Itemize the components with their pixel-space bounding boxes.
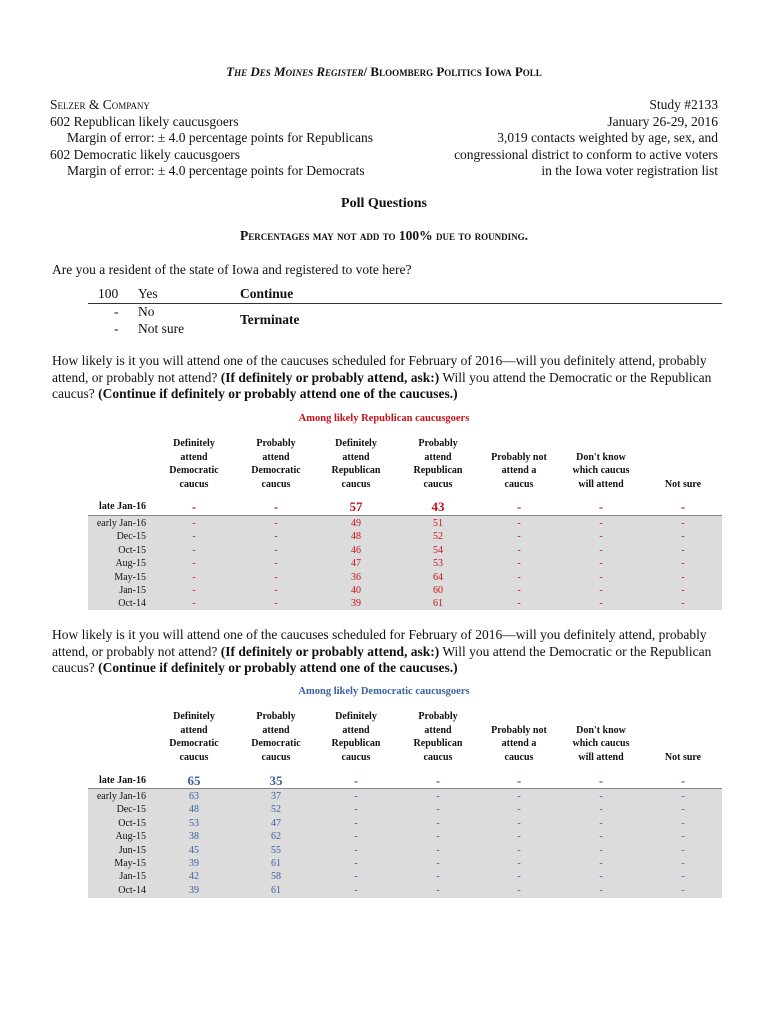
- table-cell: -: [599, 871, 603, 883]
- table-cell: -: [274, 585, 278, 596]
- header-right: [454, 97, 718, 180]
- table-cell: -: [681, 531, 685, 543]
- band-top-line: [88, 515, 722, 516]
- table-cell: -: [599, 558, 603, 570]
- table-cell: -: [436, 791, 440, 802]
- header-left: [50, 97, 373, 180]
- q2-bold-2: (Continue if definitely or probably attend one of the caucuses.): [98, 386, 458, 401]
- table-cell: -: [599, 884, 603, 896]
- column-header: Don't know which caucus will attend: [572, 451, 630, 490]
- table-cell: 35: [269, 773, 283, 788]
- table-cell: -: [354, 858, 358, 869]
- row-label: Jan-15: [119, 871, 146, 883]
- table-cell: 58: [271, 871, 281, 883]
- table-cell: -: [436, 804, 440, 816]
- row-label: late Jan-16: [99, 775, 146, 786]
- table-cell: -: [517, 804, 521, 816]
- table-cell: 48: [189, 804, 199, 816]
- table-cell: 42: [189, 871, 199, 883]
- table-cell: -: [436, 844, 440, 856]
- table-cell: -: [274, 531, 278, 543]
- table-cell: 60: [433, 585, 443, 596]
- table-cell: -: [681, 598, 685, 610]
- table-cell: 52: [433, 531, 443, 543]
- table-cell: -: [517, 871, 521, 883]
- column-header: Probably not attend a caucus: [491, 451, 547, 490]
- table-cell: -: [192, 518, 196, 529]
- table-cell: -: [192, 558, 196, 570]
- q2-bold-1: (If definitely or probably attend, ask:): [220, 369, 440, 385]
- rounding-note: Percentages may not add to 100% due to rounding.: [239, 228, 529, 243]
- table-cell: -: [681, 791, 685, 802]
- table-cell: -: [192, 598, 196, 610]
- dem-margin: Margin of error: ± 4.0 percentage points for Democrats: [67, 163, 365, 178]
- table-cell: -: [517, 544, 521, 556]
- option-no-label: No: [138, 304, 155, 319]
- column-header: Probably attend Republican caucus: [413, 438, 463, 490]
- table-cell: -: [517, 858, 521, 869]
- table-cell: -: [681, 858, 685, 869]
- table-cell: -: [681, 831, 685, 843]
- table-cell: 61: [271, 858, 281, 869]
- table-cell: -: [517, 884, 521, 896]
- table-cell: -: [517, 791, 521, 802]
- table-cell: 61: [433, 598, 443, 610]
- table-cell: -: [192, 531, 196, 543]
- option-terminate: Terminate: [240, 312, 300, 327]
- table-cell: -: [599, 858, 603, 869]
- table-cell: 48: [351, 531, 361, 543]
- table-cell: -: [517, 585, 521, 596]
- table-cell: -: [192, 544, 196, 556]
- table-cell: -: [517, 831, 521, 843]
- row-label: early Jan-16: [96, 518, 146, 529]
- table-cell: -: [517, 571, 521, 583]
- row-label: Oct-15: [118, 544, 146, 556]
- table-cell: -: [354, 871, 358, 883]
- column-header: Probably attend Democratic caucus: [251, 711, 301, 763]
- dem-sample: 602 Democratic likely caucusgoers: [50, 146, 241, 162]
- weighting-note-3: in the Iowa voter registration list: [541, 163, 718, 178]
- table-cell: -: [274, 571, 278, 583]
- row-label: Oct-14: [118, 884, 146, 896]
- table-cell: 43: [431, 499, 445, 514]
- q3-text-2: Will you attend the Democratic or the Republican caucus?: [52, 643, 712, 675]
- column-header: Definitely attend Democratic caucus: [169, 711, 219, 763]
- title-bloomberg: Bloomberg Politics Iowa Poll: [367, 64, 542, 79]
- column-header: Definitely attend Democratic caucus: [169, 438, 219, 490]
- table-cell: -: [681, 571, 685, 583]
- table-cell: 51: [433, 518, 443, 529]
- table-cell: 36: [351, 571, 361, 583]
- poll-questions-heading: Poll Questions: [341, 196, 427, 211]
- option-continue: Continue: [240, 286, 294, 301]
- q2-text-1: How likely is it you will attend one of the caucuses scheduled for February of 2016—will you definitely attend, probably attend, or probably not attend?: [52, 353, 707, 385]
- table-cell: -: [517, 558, 521, 570]
- table-cell: -: [599, 791, 603, 802]
- option-notsure-value: -: [114, 321, 119, 336]
- table-cell: 49: [351, 518, 361, 529]
- table-cell: 45: [189, 844, 199, 856]
- table-cell: -: [598, 499, 604, 514]
- table-cell: -: [599, 571, 603, 583]
- table-cell: 46: [351, 544, 361, 556]
- table-cell: -: [192, 571, 196, 583]
- table-cell: -: [516, 773, 522, 788]
- row-label: Aug-15: [115, 558, 146, 570]
- table-cell: -: [681, 844, 685, 856]
- table-cell: 57: [349, 499, 363, 514]
- row-label: May-15: [114, 571, 146, 583]
- table-cell: -: [274, 558, 278, 570]
- table-cell: -: [436, 831, 440, 843]
- q3-bold-2: (Continue if definitely or probably attend one of the caucuses.): [98, 660, 458, 675]
- table-cell: -: [517, 518, 521, 529]
- option-no-value: -: [114, 304, 119, 319]
- table-cell: 39: [351, 598, 361, 610]
- table-cell: 53: [433, 558, 443, 570]
- table-cell: -: [681, 585, 685, 596]
- table-cell: -: [599, 518, 603, 529]
- title-register: The Des Moines Register: [226, 64, 364, 79]
- study-number: Study #2133: [649, 97, 718, 112]
- table-cell: -: [680, 773, 686, 788]
- table-cell: -: [517, 531, 521, 543]
- title-separator: /: [363, 64, 368, 79]
- row-label: Jun-15: [118, 844, 146, 856]
- table-cell: -: [681, 804, 685, 816]
- table-cell: 55: [271, 844, 281, 856]
- table-cell: -: [436, 871, 440, 883]
- table-cell: -: [517, 817, 521, 829]
- table-cell: -: [680, 499, 686, 514]
- column-header: Definitely attend Republican caucus: [331, 438, 381, 490]
- table-cell: -: [274, 518, 278, 529]
- row-label: Oct-15: [118, 817, 146, 829]
- table-cell: -: [274, 544, 278, 556]
- table-cell: -: [354, 791, 358, 802]
- table-cell: -: [354, 844, 358, 856]
- rep-table-subtitle: Among likely Republican caucusgoers: [298, 413, 470, 424]
- table-cell: -: [436, 817, 440, 829]
- table-cell: 52: [271, 804, 281, 816]
- table-cell: 65: [187, 773, 201, 788]
- table-cell: -: [517, 844, 521, 856]
- column-header: Not sure: [664, 751, 702, 763]
- table-cell: -: [599, 531, 603, 543]
- table-cell: 37: [271, 791, 281, 802]
- column-header: Don't know which caucus will attend: [572, 724, 630, 763]
- table-cell: -: [517, 598, 521, 610]
- row-label: early Jan-16: [96, 791, 146, 802]
- table-cell: -: [599, 817, 603, 829]
- table-cell: 64: [433, 571, 443, 583]
- table-cell: -: [599, 544, 603, 556]
- table-cell: -: [681, 817, 685, 829]
- table-cell: -: [274, 598, 278, 610]
- table-cell: -: [353, 773, 359, 788]
- q3-text-1: How likely is it you will attend one of the caucuses scheduled for February of 2016—will you definitely attend, probably attend, or probably not attend?: [52, 627, 707, 659]
- table-cell: -: [436, 884, 440, 896]
- table-cell: 47: [271, 817, 281, 829]
- weighting-note-2: congressional district to conform to active voters: [454, 146, 718, 162]
- question-caucus-rep: [52, 353, 732, 403]
- table-cell: -: [516, 499, 522, 514]
- table-cell: -: [681, 871, 685, 883]
- table-cell: -: [599, 844, 603, 856]
- table-cell: -: [436, 858, 440, 869]
- row-label: late Jan-16: [99, 501, 146, 512]
- column-header: Probably attend Republican caucus: [413, 711, 463, 763]
- table-cell: 38: [189, 831, 199, 843]
- question-residency: Are you a resident of the state of Iowa and registered to vote here?: [52, 262, 412, 277]
- dem-table-subtitle: Among likely Democratic caucusgoers: [298, 686, 470, 697]
- table-cell: 63: [189, 791, 199, 802]
- table-cell: -: [681, 518, 685, 529]
- table-cell: -: [599, 585, 603, 596]
- table-cell: -: [191, 499, 197, 514]
- table-cell: 40: [351, 585, 361, 596]
- row-label: Dec-15: [116, 531, 146, 543]
- table-cell: -: [192, 585, 196, 596]
- column-header: Not sure: [664, 478, 702, 490]
- table-cell: -: [435, 773, 441, 788]
- column-header: Probably not attend a caucus: [491, 724, 547, 763]
- options-divider: [88, 303, 722, 304]
- pollster-name: Selzer & Company: [50, 97, 150, 112]
- q2-text-2: Will you attend the Democratic or the Republican caucus?: [52, 369, 712, 401]
- report-title: [0, 64, 768, 80]
- table-cell: 54: [433, 544, 443, 556]
- row-label: Oct-14: [118, 598, 146, 610]
- column-header: Probably attend Democratic caucus: [251, 438, 301, 490]
- table-cell: -: [354, 804, 358, 816]
- row-label: Jan-15: [119, 585, 146, 596]
- table-cell: -: [681, 544, 685, 556]
- table-cell: 39: [189, 884, 199, 896]
- question-caucus-dem: [52, 627, 732, 677]
- row-label: May-15: [114, 858, 146, 869]
- table-cell: -: [354, 884, 358, 896]
- rep-margin: Margin of error: ± 4.0 percentage points for Republicans: [67, 130, 373, 145]
- row-label: Dec-15: [116, 804, 146, 816]
- study-dates: January 26-29, 2016: [607, 113, 718, 129]
- table-cell: -: [273, 499, 279, 514]
- table-cell: -: [354, 831, 358, 843]
- table-cell: -: [598, 773, 604, 788]
- option-yes-label: Yes: [138, 286, 158, 301]
- table-cell: -: [681, 884, 685, 896]
- weighting-note-1: 3,019 contacts weighted by age, sex, and: [497, 130, 718, 145]
- row-label: Aug-15: [115, 831, 146, 843]
- option-yes-value: 100: [98, 286, 119, 301]
- option-notsure-label: Not sure: [138, 321, 185, 336]
- rep-sample: 602 Republican likely caucusgoers: [50, 113, 239, 129]
- q3-bold-1: (If definitely or probably attend, ask:): [220, 643, 440, 659]
- table-cell: 53: [189, 817, 199, 829]
- table-cell: 47: [351, 558, 361, 570]
- table-cell: -: [599, 831, 603, 843]
- table-cell: 62: [271, 831, 281, 843]
- table-cell: -: [681, 558, 685, 570]
- column-header: Definitely attend Republican caucus: [331, 711, 381, 763]
- table-cell: 61: [271, 884, 281, 896]
- table-cell: -: [599, 598, 603, 610]
- table-cell: -: [354, 817, 358, 829]
- table-cell: 39: [189, 858, 199, 869]
- table-cell: -: [599, 804, 603, 816]
